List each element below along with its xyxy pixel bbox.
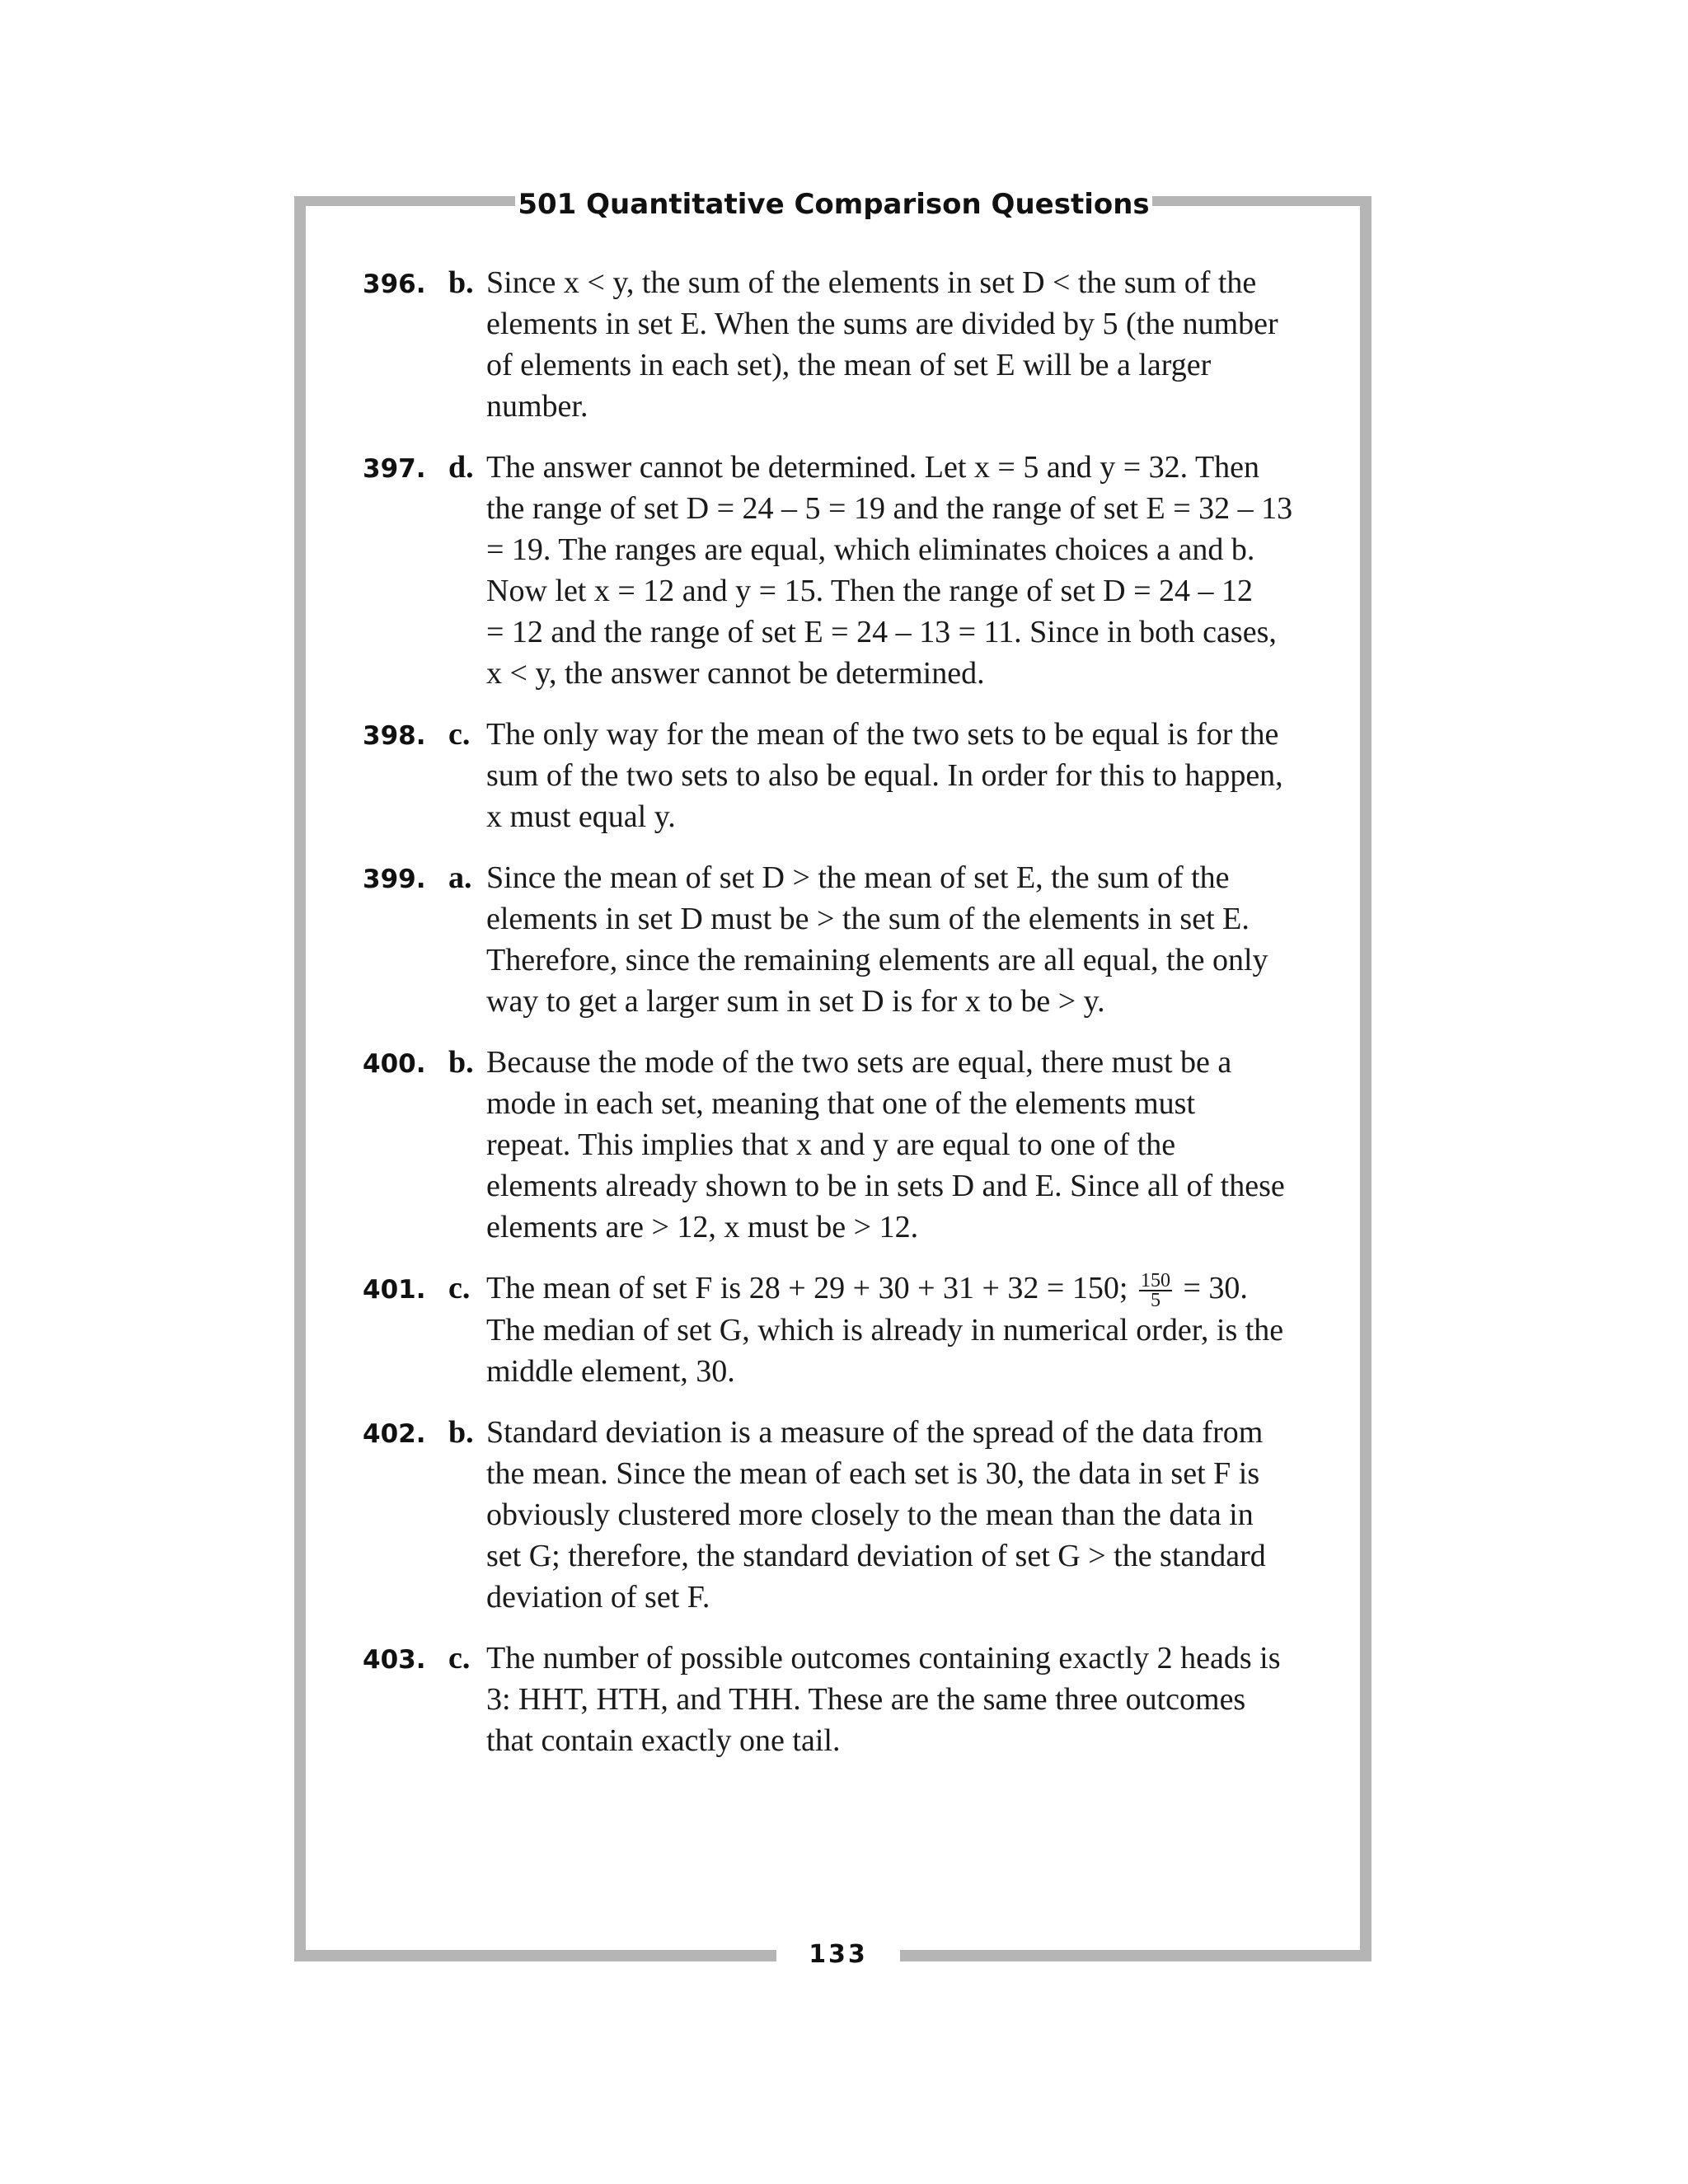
answer-letter: b. (448, 1045, 474, 1080)
explanation-line: elements already shown to be in sets D and E. Since all of these (486, 1169, 1285, 1203)
explanation-text: The mean of set F is 28 + 29 + 30 + 31 + 32 = 150; (486, 1271, 1128, 1305)
question-number: 397. (363, 454, 426, 484)
explanation-line: sum of the two sets to also be equal. In order for this to happen, (486, 758, 1283, 793)
explanation-line: set G; therefore, the standard deviation of set G > the standard (486, 1539, 1266, 1574)
explanation-line: of elements in each set), the mean of set E will be a larger (486, 348, 1212, 382)
fraction-numerator: 150 (1140, 1270, 1170, 1292)
explanation-line: repeat. This implies that x and y are equal to one of the (486, 1127, 1176, 1162)
explanation-line: middle element, 30. (486, 1354, 735, 1390)
question-number: 399. (363, 865, 426, 894)
explanation-line: x < y, the answer cannot be determined. (486, 656, 985, 691)
answer-explanation (486, 714, 1319, 837)
answer-list (363, 262, 1319, 1781)
page-header-title: 501 Quantitative Comparison Questions (518, 188, 1150, 221)
question-number: 401. (363, 1275, 426, 1305)
explanation-line: = 19. The ranges are equal, which eliminates choices a and b. (486, 532, 1255, 567)
answer-item (363, 1412, 1319, 1618)
answer-letter: b. (448, 265, 474, 300)
question-number: 400. (363, 1049, 426, 1079)
explanation-line: Standard deviation is a measure of the spread of the data from (486, 1415, 1264, 1451)
explanation-line: number. (486, 389, 588, 424)
question-number: 402. (363, 1419, 426, 1450)
question-number: 403. (363, 1645, 426, 1675)
answer-item (363, 1638, 1319, 1761)
explanation-line: The number of possible outcomes containing exactly 2 heads is (486, 1641, 1281, 1676)
explanation-line: Since x < y, the sum of the elements in set D < the sum of the (486, 265, 1257, 300)
explanation-line: x must equal y. (486, 799, 676, 834)
explanation-line: Therefore, since the remaining elements are all equal, the only (486, 943, 1268, 977)
frame-bottom-border-right (900, 1950, 1372, 1961)
answer-letter: b. (448, 1415, 474, 1451)
explanation-line: The only way for the mean of the two sets to be equal is for the (486, 717, 1279, 752)
explanation-line: obviously clustered more closely to the mean than the data in (486, 1497, 1254, 1533)
fraction-result: = 30. (1183, 1271, 1248, 1305)
answer-explanation (486, 1268, 1319, 1392)
explanation-line: Because the mode of the two sets are equal, there must be a (486, 1045, 1232, 1080)
explanation-line: the mean. Since the mean of each set is 30, the data in set F is (486, 1456, 1260, 1492)
answer-letter: c. (448, 1271, 471, 1305)
explanation-line: elements in set D must be > the sum of the elements in set E. (486, 902, 1250, 936)
question-number: 398. (363, 721, 426, 751)
answer-letter: c. (448, 717, 471, 752)
explanation-line: elements are > 12, x must be > 12. (486, 1210, 919, 1244)
explanation-line: elements in set E. When the sums are divided by 5 (the number (486, 307, 1278, 341)
explanation-line: Now let x = 12 and y = 15. Then the range of set D = 24 – 12 (486, 574, 1254, 608)
explanation-line: the range of set D = 24 – 5 = 19 and the range of set E = 32 – 13 (486, 491, 1293, 526)
fraction (1139, 1272, 1172, 1310)
explanation-line: = 12 and the range of set E = 24 – 13 = 11. Since in both cases, (486, 615, 1277, 649)
frame-left-border (294, 196, 306, 1961)
explanation-line: The answer cannot be determined. Let x = 5 and y = 32. Then (486, 450, 1260, 485)
answer-item (363, 714, 1319, 837)
explanation-line: deviation of set F. (486, 1580, 710, 1615)
answer-item (363, 262, 1319, 427)
answer-explanation (486, 262, 1319, 427)
answer-explanation (486, 1638, 1319, 1761)
explanation-line: Since the mean of set D > the mean of set E, the sum of the (486, 860, 1230, 895)
frame-top-border-right (1152, 196, 1372, 206)
answer-explanation (486, 857, 1319, 1022)
answer-explanation (486, 447, 1319, 694)
answer-letter: c. (448, 1641, 471, 1676)
explanation-line-with-fraction (486, 1268, 1319, 1310)
explanation-line: that contain exactly one tail. (486, 1723, 841, 1759)
frame-top-border-left (294, 196, 515, 206)
explanation-line: way to get a larger sum in set D is for x to be > y. (486, 984, 1105, 1019)
answer-letter: d. (448, 450, 474, 485)
frame-right-border (1360, 196, 1372, 1961)
page-number: 133 (809, 1940, 868, 1969)
answer-letter: a. (448, 860, 472, 895)
explanation-line: mode in each set, meaning that one of the elements must (486, 1086, 1196, 1121)
answer-item (363, 1042, 1319, 1248)
explanation-line: The median of set G, which is already in numerical order, is the (486, 1313, 1284, 1348)
fraction-denominator: 5 (1150, 1290, 1160, 1312)
answer-item (363, 447, 1319, 694)
answer-item (363, 1268, 1319, 1392)
answer-explanation (486, 1042, 1319, 1248)
question-number: 396. (363, 269, 426, 299)
answer-explanation (486, 1412, 1319, 1618)
explanation-line: 3: HHT, HTH, and THH. These are the same three outcomes (486, 1682, 1246, 1718)
answer-item (363, 857, 1319, 1022)
frame-bottom-border-left (294, 1950, 776, 1961)
